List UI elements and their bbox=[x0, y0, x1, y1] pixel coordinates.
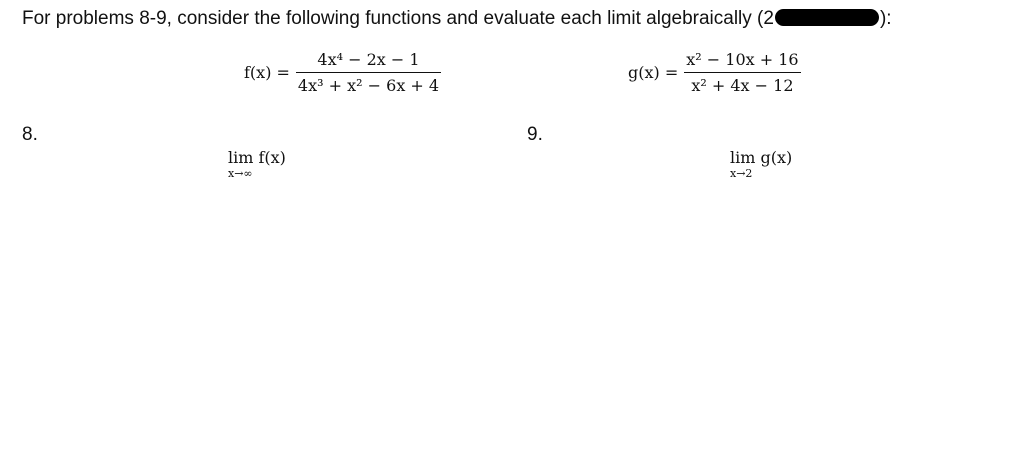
function-g-fraction bbox=[684, 50, 800, 95]
problem-9-limit-sub: x→2 bbox=[730, 167, 753, 180]
problem-9-limit bbox=[730, 148, 792, 180]
redaction-mark bbox=[775, 9, 879, 26]
problem-8-limit-sub: x→∞ bbox=[228, 167, 253, 180]
problem-8-limit bbox=[228, 148, 286, 180]
function-f-numerator: 4x⁴ − 2x − 1 bbox=[317, 50, 420, 69]
function-g-denominator: x² + 4x − 12 bbox=[691, 76, 794, 96]
function-f-fraction bbox=[296, 50, 441, 95]
problem-8-number: 8. bbox=[22, 124, 38, 145]
function-f-label: f(x) = bbox=[244, 63, 290, 83]
function-f-denominator: 4x³ + x² − 6x + 4 bbox=[297, 76, 440, 96]
problem-9-limit-expr: lim g(x) bbox=[730, 148, 793, 167]
fraction-bar bbox=[684, 72, 800, 73]
problem-9-number: 9. bbox=[527, 124, 543, 145]
instructions bbox=[22, 8, 892, 30]
instruction-partial: 2 bbox=[763, 8, 774, 29]
problem-8-limit-expr: lim f(x) bbox=[228, 148, 286, 167]
function-g-numerator: x² − 10x + 16 bbox=[686, 50, 799, 69]
fraction-bar bbox=[296, 72, 441, 73]
instruction-end: ): bbox=[879, 8, 892, 29]
function-g bbox=[628, 50, 801, 95]
function-f bbox=[244, 50, 441, 95]
function-g-label: g(x) = bbox=[628, 63, 679, 83]
instruction-text: For problems 8-9, consider the following functions and evaluate each limit algebraically ( bbox=[22, 8, 764, 29]
